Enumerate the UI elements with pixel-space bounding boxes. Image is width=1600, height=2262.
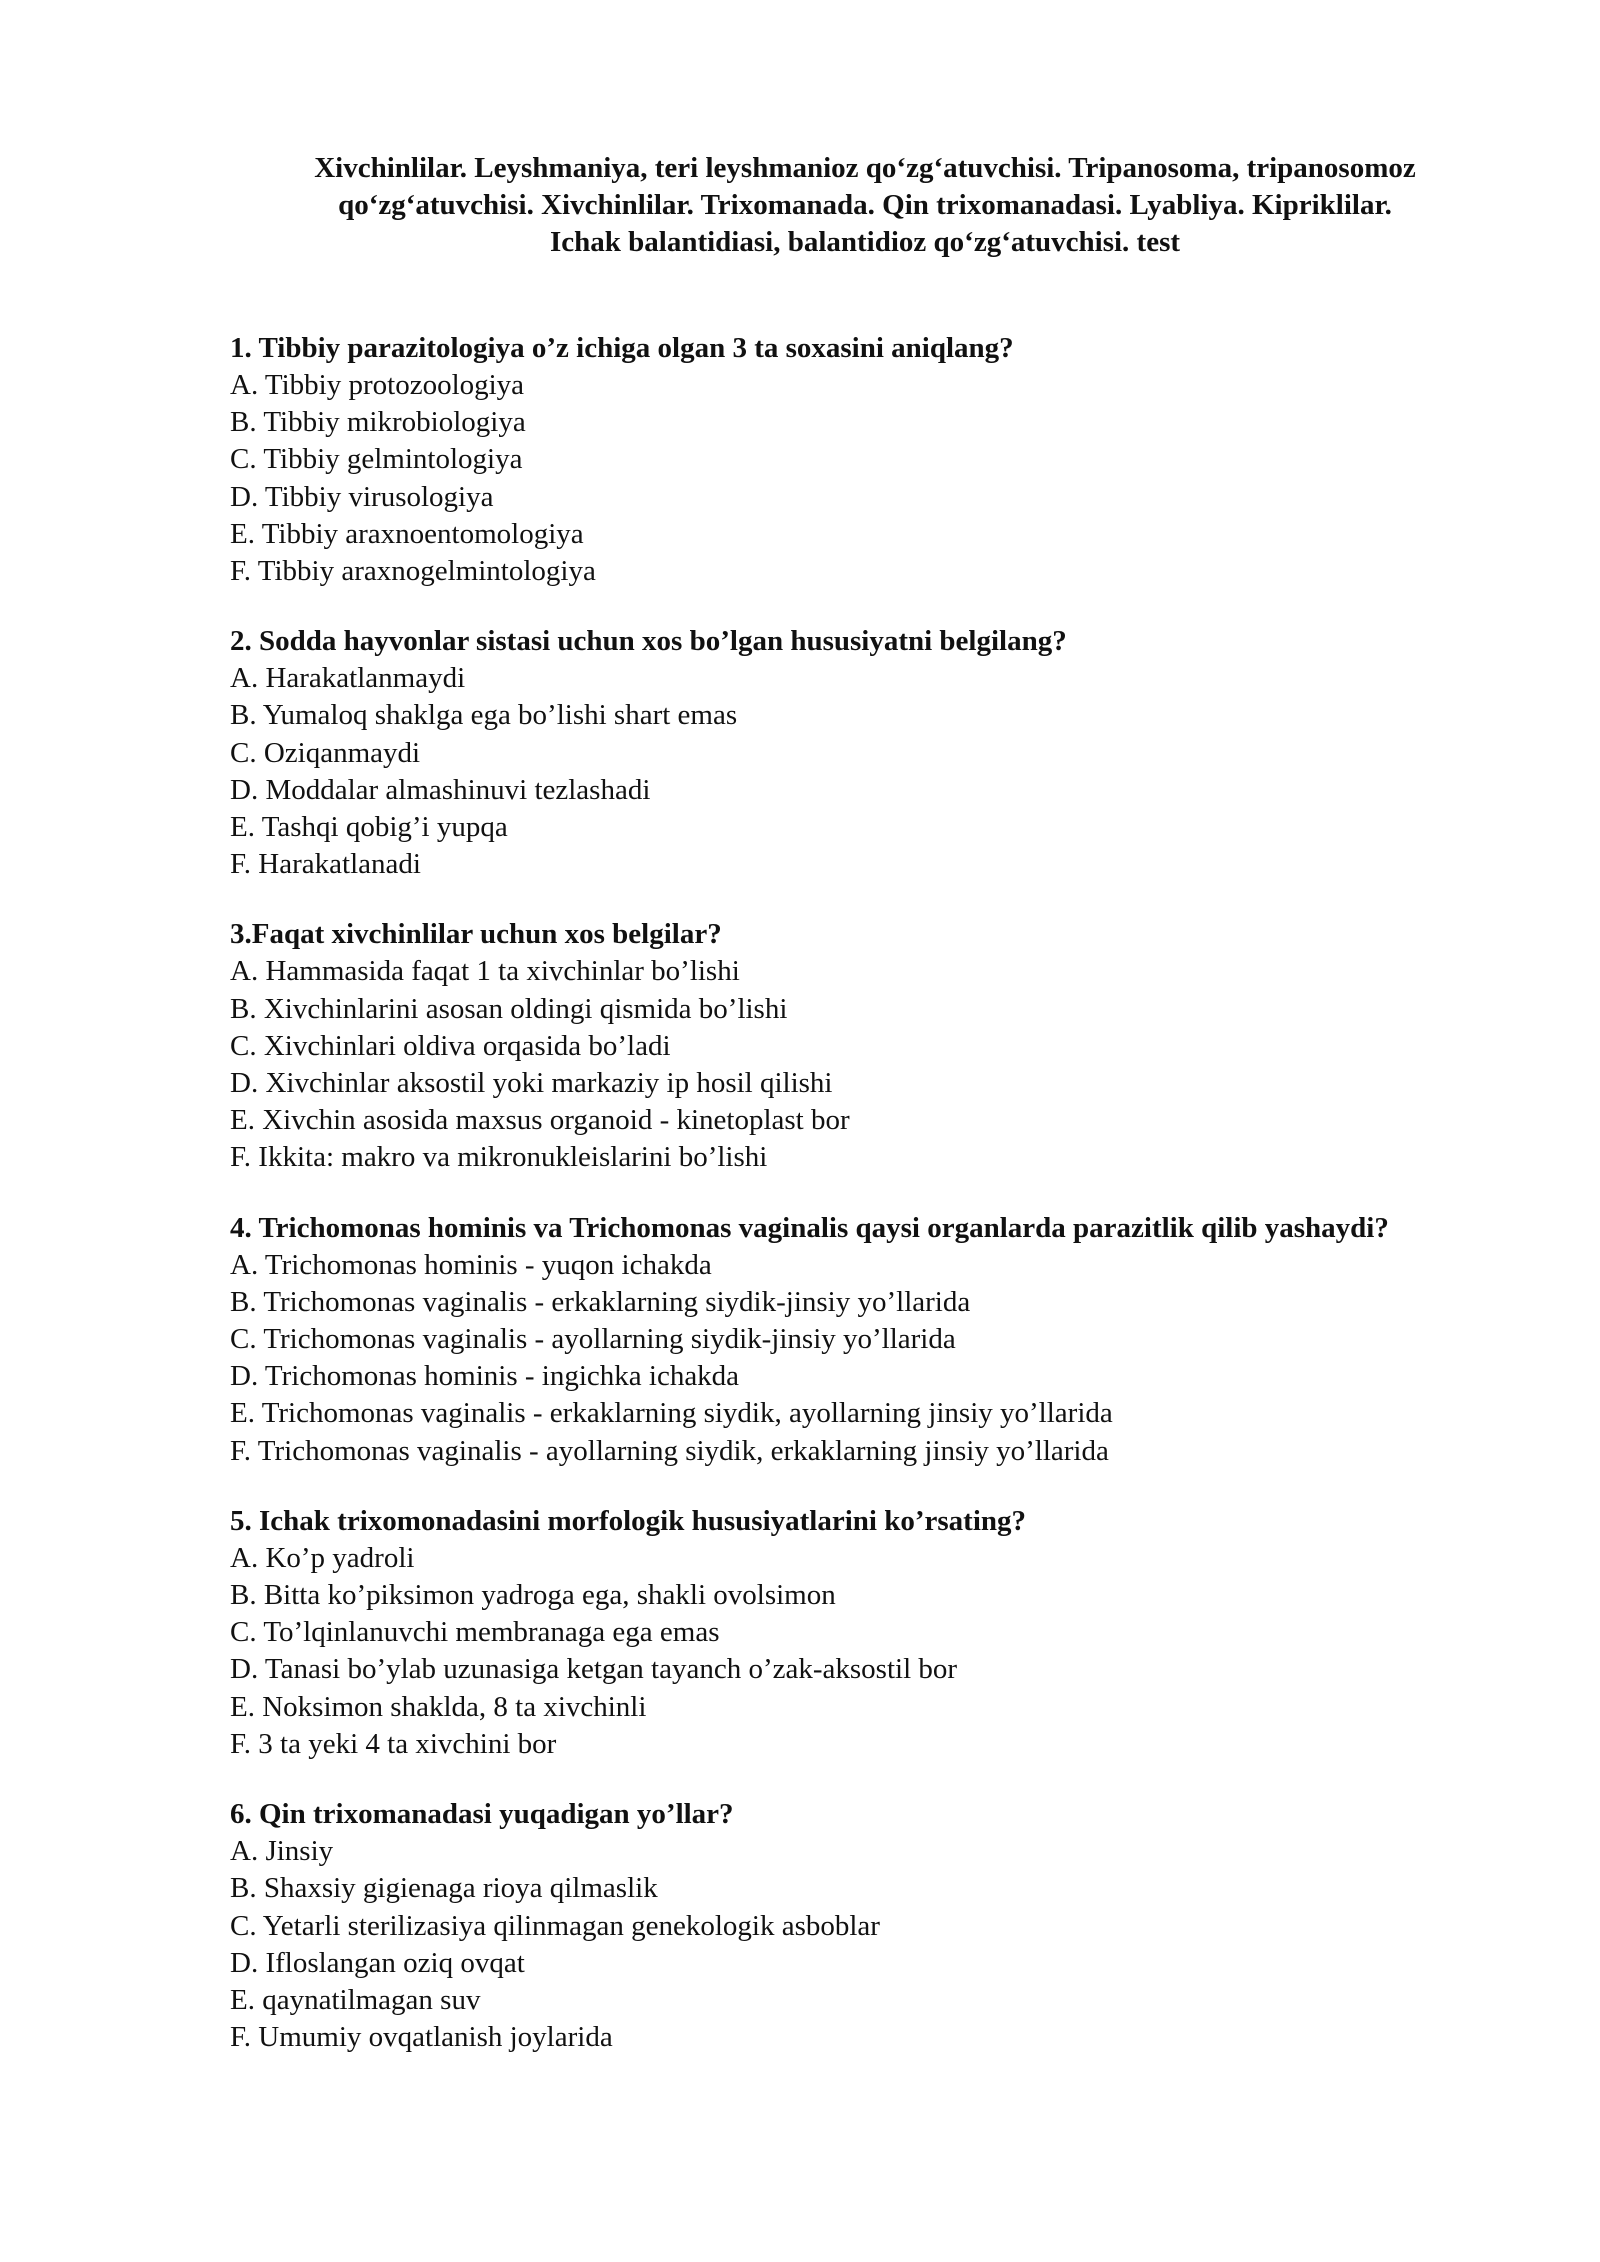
option-e: E. Xivchin asosida maxsus organoid - kinetoplast bor xyxy=(230,1104,850,1137)
option-f: F. Harakatlanadi xyxy=(230,848,421,881)
option-f: F. Trichomonas vaginalis - ayollarning siydik, erkaklarning jinsiy yo’llarida xyxy=(230,1434,1109,1467)
question-4 xyxy=(230,1210,1430,1470)
option-f: F. Tibbiy araxnogelmintologiya xyxy=(230,555,596,588)
option-list xyxy=(230,1247,1430,1470)
option-d: D. Trichomonas hominis - ingichka ichakda xyxy=(230,1360,740,1393)
option-b: B. Shaxsiy gigienaga rioya qilmaslik xyxy=(230,1872,658,1905)
question-text: 6. Qin trixomanadasi yuqadigan yo’llar? xyxy=(230,1798,734,1831)
option-c: C. Tibbiy gelmintologiya xyxy=(230,443,523,476)
option-e: E. Tibbiy araxnoentomologiya xyxy=(230,517,584,550)
question-5 xyxy=(230,1503,1430,1763)
question-1 xyxy=(230,330,1430,590)
option-c: C. Yetarli sterilizasiya qilinmagan genekologik asboblar xyxy=(230,1909,880,1942)
option-d: D. Moddalar almashinuvi tezlashadi xyxy=(230,773,651,806)
option-a: A. Ko’p yadroli xyxy=(230,1541,415,1574)
question-text: 5. Ichak trixomonadasini morfologik hususiyatlarini ko’rsating? xyxy=(230,1504,1026,1537)
option-b: B. Bitta ko’piksimon yadroga ega, shakli ovolsimon xyxy=(230,1579,836,1612)
option-list xyxy=(230,1833,1430,2056)
option-a: A. Tibbiy protozoologiya xyxy=(230,369,525,401)
option-f: F. Umumiy ovqatlanish joylarida xyxy=(230,2021,613,2054)
option-f: F. Ikkita: makro va mikronukleislarini bo’lishi xyxy=(230,1141,768,1174)
option-a: A. Hammasida faqat 1 ta xivchinlar bo’lishi xyxy=(230,955,740,988)
option-b: B. Yumaloq shaklga ega bo’lishi shart emas xyxy=(230,699,738,732)
option-e: E. Noksimon shaklda, 8 ta xivchinli xyxy=(230,1690,647,1723)
title-line: Ichak balantidiasi, balantidioz qo‘zg‘atuvchisi. test xyxy=(549,226,1181,258)
option-c: C. To’lqinlanuvchi membranaga ega emas xyxy=(230,1616,720,1649)
option-b: B. Xivchinlarini asosan oldingi qismida bo’lishi xyxy=(230,992,788,1025)
option-b: B. Tibbiy mikrobiologiya xyxy=(230,406,526,439)
question-text: 1. Tibbiy parazitologiya o’z ichiga olgan 3 ta soxasini aniqlang? xyxy=(230,332,1014,364)
question-text: 3.Faqat xivchinlilar uchun xos belgilar? xyxy=(230,918,722,951)
document-title xyxy=(200,150,1530,261)
option-c: C. Oziqanmaydi xyxy=(230,736,421,769)
option-f: F. 3 ta yeki 4 ta xivchini bor xyxy=(230,1727,557,1760)
option-d: D. Tanasi bo’ylab uzunasiga ketgan tayanch o’zak-aksostil bor xyxy=(230,1653,958,1686)
question-3 xyxy=(230,916,1430,1176)
question-6 xyxy=(230,1796,1430,2056)
question-text: 2. Sodda hayvonlar sistasi uchun xos bo’lgan hususiyatni belgilang? xyxy=(230,625,1067,658)
option-e: E. Trichomonas vaginalis - erkaklarning siydik, ayollarning jinsiy yo’llarida xyxy=(230,1397,1113,1430)
title-line: Xivchinlilar. Leyshmaniya, teri leyshmanioz qo‘zg‘atuvchisi. Tripanosoma, tripanosomoz xyxy=(314,152,1416,184)
option-a: A. Jinsiy xyxy=(230,1835,334,1868)
option-a: A. Harakatlanmaydi xyxy=(230,662,466,695)
option-c: C. Xivchinlari oldiva orqasida bo’ladi xyxy=(230,1029,671,1062)
option-d: D. Ifloslangan oziq ovqat xyxy=(230,1946,525,1979)
option-e: E. qaynatilmagan suv xyxy=(230,1983,481,2016)
option-d: D. Tibbiy virusologiya xyxy=(230,480,494,513)
option-b: B. Trichomonas vaginalis - erkaklarning siydik-jinsiy yo’llarida xyxy=(230,1285,971,1318)
option-list xyxy=(230,660,1430,883)
option-a: A. Trichomonas hominis - yuqon ichakda xyxy=(230,1248,712,1281)
question-text: 4. Trichomonas hominis va Trichomonas vaginalis qaysi organlarda parazitlik qilib yashaydi? xyxy=(230,1211,1389,1244)
option-e: E. Tashqi qobig’i yupqa xyxy=(230,811,508,844)
option-list xyxy=(230,1540,1430,1763)
question-2 xyxy=(230,623,1430,883)
title-line: qo‘zg‘atuvchisi. Xivchinlilar. Trixomanada. Qin trixomanadasi. Lyabliya. Kipriklilar. xyxy=(338,189,1392,221)
question-list xyxy=(230,330,1430,2089)
option-list xyxy=(230,953,1430,1176)
option-d: D. Xivchinlar aksostil yoki markaziy ip hosil qilishi xyxy=(230,1067,833,1100)
option-list xyxy=(230,367,1430,590)
option-c: C. Trichomonas vaginalis - ayollarning siydik-jinsiy yo’llarida xyxy=(230,1323,956,1356)
